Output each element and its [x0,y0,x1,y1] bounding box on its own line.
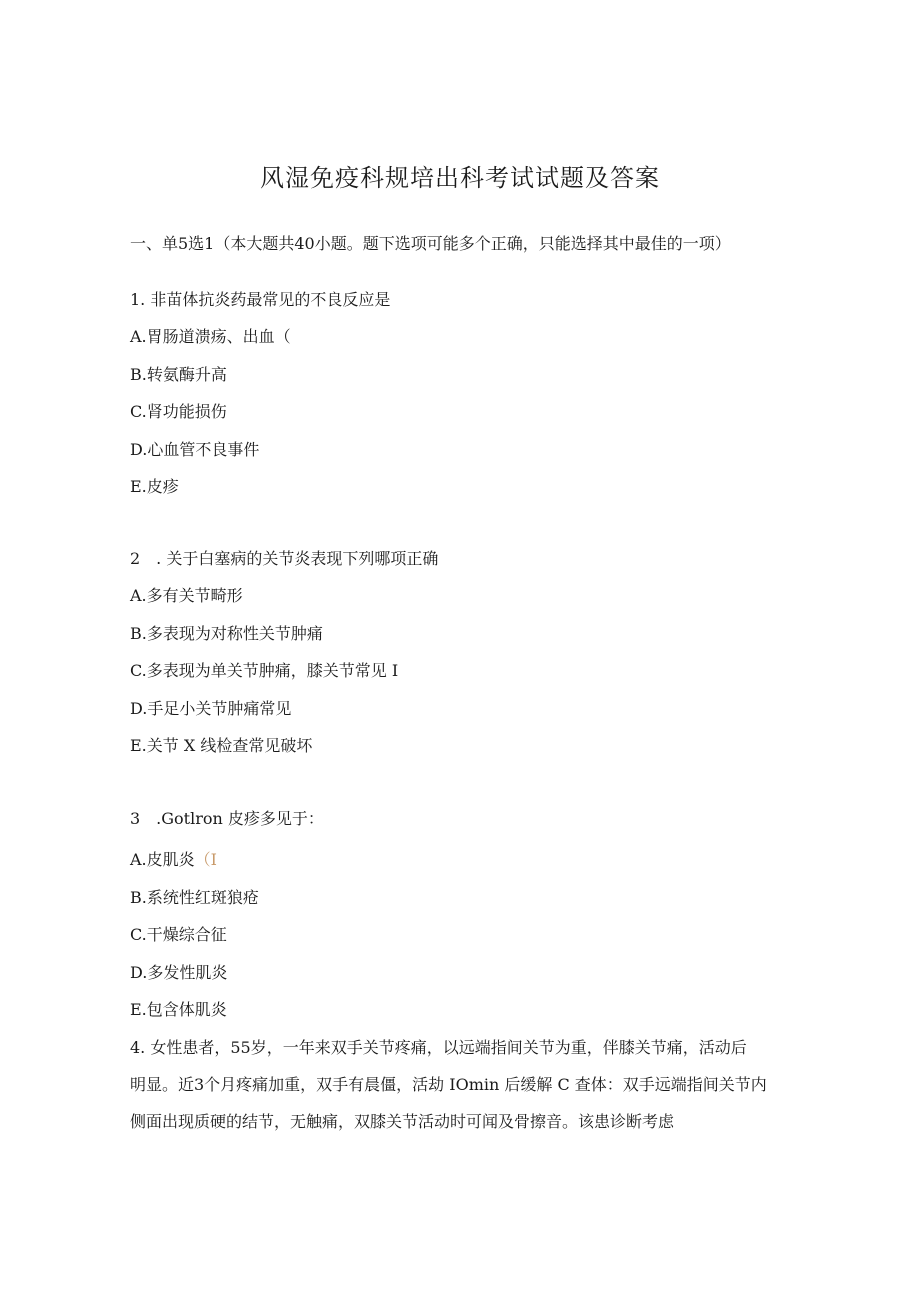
document-title: 风湿免疫科规培出科考试试题及答案 [260,164,660,192]
question-3-option-b: B.系统性红斑狼疮 [130,888,259,907]
question-1-stem: 1. 非苗体抗炎药最常见的不良反应是 [130,290,391,309]
question-3-option-c: C.干燥综合征 [130,925,227,944]
question-4-stem-line-2: 明显。近3个月疼痛加重，双手有晨僵，活劫 IOmin 后缓解 C 查体：双手远端指间关节内 [130,1075,767,1094]
question-4-stem [130,1029,790,1140]
question-2-option-d: D.手足小关节肿痛常见 [130,699,292,718]
question-4-stem-line-1: 4. 女性患者，55岁，一年来双手关节疼痛，以远端指间关节为重，伴膝关节痛，活动后 [130,1038,747,1057]
question-3-option-a-mark: （I [194,850,217,869]
section-header: 一、单5选1（本大题共40小题。题下选项可能多个正确，只能选择其中最佳的一项） [130,234,731,253]
question-1-option-d: D.心血管不良事件 [130,440,260,459]
question-1-option-e: E.皮疹 [130,477,179,496]
question-3-option-e: E.包含体肌炎 [130,1000,227,1019]
question-3-option-d: D.多发性肌炎 [130,963,228,982]
question-1-option-c: C.肾功能损伤 [130,402,227,421]
question-3-option-a-row [130,849,217,871]
question-2-option-e: E.关节 X 线检查常见破坏 [130,736,313,755]
question-2-option-c: C.多表现为单关节肿痛，膝关节常见 I [130,661,399,680]
question-3-option-a: A.皮肌炎 [130,850,195,869]
question-1-option-a: A.胃肠道溃疡、出血（ [130,327,291,346]
question-4-stem-line-3: 侧面出现质硬的结节，无触痛，双膝关节活动时可闻及骨擦音。该患诊断考虑 [130,1112,675,1131]
question-2-option-b: B.多表现为对称性关节肿痛 [130,624,323,643]
question-3-stem: 3 .Gotlron 皮疹多见于： [130,809,324,828]
question-2-stem: 2 . 关于白塞病的关节炎表现下列哪项正确 [130,549,439,568]
question-1-option-b: B.转氨酶升高 [130,365,227,384]
question-2-option-a: A.多有关节畸形 [130,586,243,605]
